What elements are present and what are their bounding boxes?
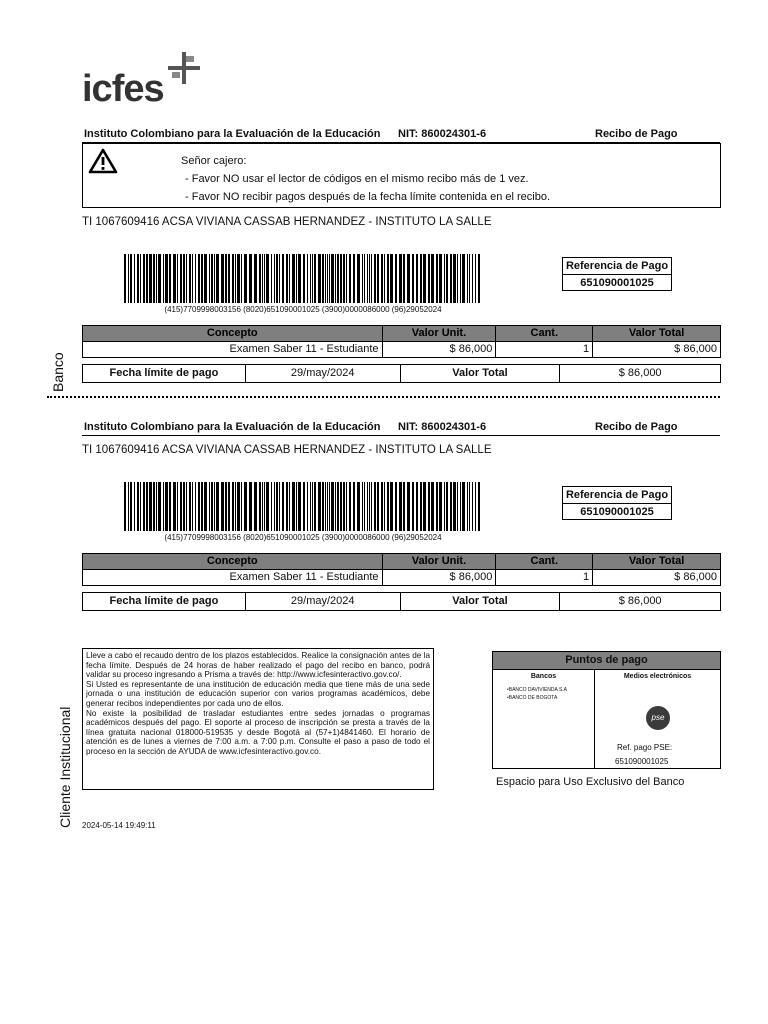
barcode-bar [469,254,470,303]
barcode-bar [274,482,275,531]
barcode-bar [177,482,178,531]
barcode-bar [216,254,219,303]
barcode-bar [214,482,215,531]
barcode-bar [349,254,351,303]
barcode-bar [322,254,324,303]
barcode-bar [403,482,405,531]
total-label: Valor Total [400,593,560,611]
barcode-bar [201,482,203,531]
barcode-bar [158,482,161,531]
barcode-bar [467,482,468,531]
deadline-value: 29/may/2024 [245,593,400,611]
barcode-bar [186,254,187,303]
barcode-bar [282,482,284,531]
barcode-bar [369,482,370,531]
barcode-bar [460,482,461,531]
payment-points-title: Puntos de pago [493,652,720,670]
barcode-bar [478,254,480,303]
barcode-bar [232,482,234,531]
barcode-bar [140,482,141,531]
barcode-bar [156,254,157,303]
barcode-bar [204,254,207,303]
barcode-bar [428,482,430,531]
cut-line [47,396,720,398]
barcode-bar [325,254,326,303]
bank-side-label: Banco [50,352,66,392]
barcode-bar [186,482,187,531]
barcode-bar [173,482,176,531]
barcode-bar [374,254,376,303]
reference-label: Referencia de Pago [563,487,671,504]
barcode-bar [180,482,182,531]
col-valor-unit: Valor Unit. [382,326,496,342]
warning-line: - Favor NO recibir pagos después de la fecha límite contenida en el recibo. [185,191,551,203]
barcode-bar [241,482,242,531]
barcode-bar [140,254,141,303]
barcode-bar [271,482,272,531]
barcode-bar [296,254,297,303]
barcode-bar [369,254,370,303]
barcode-bar [314,254,316,303]
note-paragraph: Si Usted es representante de una institución de educación media que tiene más de una sede jornada o una institución de educación superior con varios programas académicos, debe generar recibos independientes por cada uno de ellos. [86,679,430,708]
barcode-bar [322,482,324,531]
barcode [124,482,482,531]
barcode-bar [225,482,227,531]
barcode-bar [201,254,203,303]
barcode-bar [124,482,126,531]
barcode-bar [198,482,200,531]
barcode-bar [254,482,257,531]
barcode-bar [169,482,171,531]
barcode-bar [192,482,193,531]
table-row [83,570,721,586]
barcode-bar [128,254,129,303]
barcode-bar [462,482,465,531]
barcode-bar [371,254,372,303]
concept-table [82,325,721,358]
barcode-bar [276,482,278,531]
cell-valor-unit: $ 86,000 [382,342,496,358]
barcode-bar [469,482,470,531]
barcode-bar [198,254,200,303]
barcode-bar [189,482,191,531]
note-paragraph: Lleve a cabo el recaudo dentro de los plazos establecidos. Realice la consignación antes de la fecha límite. Después de 24 horas de haber realizado el pago del recibo en banco, podrá validar su proceso ingresando a Prisma a través de: http://www.icfesinteractivo.gov.co/. [86,651,430,680]
barcode-bar [292,482,295,531]
barcode-bar [211,482,213,531]
barcode-bar [423,482,426,531]
barcode-bar [211,254,213,303]
barcode-bar [329,482,330,531]
barcode-bar [266,254,269,303]
deadline-row [83,365,721,383]
barcode-bar [420,254,422,303]
barcode-bar [399,482,402,531]
barcode-bar [381,254,383,303]
barcode-bar [244,254,247,303]
barcode-bar [412,482,414,531]
barcode-bar [134,254,135,303]
barcode-bar [357,254,360,303]
deadline-table [82,592,721,611]
barcode-bar [343,482,345,531]
barcode-bar [431,254,434,303]
barcode-bar [303,482,305,531]
barcode-bar [209,254,210,303]
student-line: TI 1067609416 ACSA VIVIANA CASSAB HERNANDEZ - INSTITUTO LA SALLE [82,216,492,228]
barcode-bar [180,254,182,303]
note-paragraph: No existe la posibilidad de trasladar estudiantes entre sedes jornadas o programas académicos después del pago. El soporte al proceso de inscripción se presta a través de la línea gratuita nacional 018000-519535 y desde Bogotá al (57+1)4841460. El horario de atención es de lunes a viernes de 7:00 a.m. a 7:00 p.m. Consulte el paso a paso de todo el proceso en la sección de AYUDA de www.icfesinteractivo.gov.co. [86,708,430,756]
barcode-bar [221,482,224,531]
barcode-bar [395,254,397,303]
barcode-bar [446,482,448,531]
barcode-bar [457,254,458,303]
col-valor-unit: Valor Unit. [382,554,496,570]
barcode-bar [387,254,389,303]
barcode-bar [377,482,379,531]
barcode-bar [289,254,290,303]
payment-points-box [492,651,721,769]
barcode-bar [387,482,389,531]
barcode-bar [310,482,311,531]
barcode-bar [124,254,126,303]
barcode-bar [163,482,164,531]
barcode-bar [266,482,269,531]
barcode-bar [241,254,242,303]
barcode-bar [439,482,442,531]
concept-table [82,553,721,586]
barcode-bar [472,482,473,531]
barcode-bar [395,482,397,531]
barcode-bar [407,482,410,531]
barcode-bar [225,254,227,303]
payment-reference-box [562,257,672,291]
barcode-bar [249,254,252,303]
barcode-bar [274,254,275,303]
barcode-bar [271,254,272,303]
barcode-bar [349,482,351,531]
barcode-bar [314,482,316,531]
institute-name: Instituto Colombiano para la Evaluación de la Educación [84,128,381,140]
barcode-bar [228,254,230,303]
barcode-bar [444,254,445,303]
cell-concepto: Examen Saber 11 - Estudiante [83,342,383,358]
receipt-type: Recibo de Pago [595,128,678,140]
barcode-bar [412,254,414,303]
barcode-bar [286,254,288,303]
cell-cant: 1 [496,342,593,358]
barcode-bar [416,254,418,303]
barcode-bar [298,254,301,303]
col-cant: Cant. [496,554,593,570]
barcode-text: (415)7709998003156 (8020)651090001025 (3900)0000086000 (96)29052024 [164,305,442,314]
barcode-bar [450,482,452,531]
pse-icon: pse [646,706,670,730]
cell-concepto: Examen Saber 11 - Estudiante [83,570,383,586]
barcode-bar [467,254,468,303]
barcode-bar [262,254,263,303]
barcode-bar [318,482,321,531]
deadline-label: Fecha límite de pago [83,593,246,611]
barcode-bar [235,482,236,531]
barcode-bar [163,254,164,303]
cashier-warning-box [82,143,721,208]
cell-valor-total: $ 86,000 [593,570,721,586]
barcode-bar [259,254,261,303]
client-side-label: Cliente Institucional [57,706,73,828]
bank-item: •BANCO DAVIVIENDA S.A [507,687,568,693]
barcode-bar [244,482,247,531]
barcode-bar [296,482,297,531]
student-line: TI 1067609416 ACSA VIVIANA CASSAB HERNANDEZ - INSTITUTO LA SALLE [82,444,492,456]
table-row [83,342,721,358]
deadline-label: Fecha límite de pago [83,365,246,383]
barcode-bar [173,254,176,303]
barcode-bar [364,254,365,303]
barcode-bar [128,482,129,531]
barcode-bar [130,254,132,303]
barcode-bar [340,254,342,303]
barcode-bar [462,254,465,303]
barcode-bar [364,482,365,531]
barcode-bar [232,254,234,303]
cell-valor-unit: $ 86,000 [382,570,496,586]
barcode-bar [292,254,295,303]
barcode-bar [235,254,236,303]
barcode-bar [374,482,376,531]
barcode-bar [399,254,402,303]
barcode-bar [137,254,139,303]
barcode-text: (415)7709998003156 (8020)651090001025 (3900)0000086000 (96)29052024 [164,533,442,542]
barcode-bar [362,482,363,531]
barcode-bar [279,254,280,303]
cell-valor-total: $ 86,000 [593,342,721,358]
total-value: $ 86,000 [560,593,721,611]
barcode-bar [329,254,330,303]
instructions-notes [82,648,434,790]
col-cant: Cant. [496,326,593,342]
barcode-bar [195,254,196,303]
barcode-bar [371,482,372,531]
barcode-bar [472,254,473,303]
barcode-bar [357,482,360,531]
barcode-bar [460,254,461,303]
barcode-bar [444,482,445,531]
barcode-bar [289,482,290,531]
barcode-bar [149,482,152,531]
total-value: $ 86,000 [560,365,721,383]
electronic-label: Medios electrónicos [623,673,692,680]
reference-label: Referencia de Pago [563,258,671,275]
icfes-logo [82,50,202,110]
table-header-row [83,326,721,342]
barcode-bar [318,254,321,303]
logo-cross-icon [166,50,202,86]
barcode-bar [340,482,342,531]
barcode-bar [146,482,148,531]
barcode-bar [209,482,210,531]
barcode-bar [228,482,230,531]
barcode-bar [453,482,456,531]
barcode-bar [478,482,480,531]
barcode-bar [436,254,438,303]
reference-value: 651090001025 [580,277,654,289]
barcode-bar [353,254,355,303]
institute-name: Instituto Colombiano para la Evaluación de la Educación [84,421,381,433]
warning-title: Señor cajero: [181,155,247,167]
barcode-bar [237,254,240,303]
barcode-bar [221,254,224,303]
barcode-bar [327,482,328,531]
barcode-bar [337,482,339,531]
barcode-bar [143,254,145,303]
barcode-bar [214,254,215,303]
pse-ref-value: 651090001025 [615,757,669,766]
barcode-bar [279,482,280,531]
barcode-bar [312,482,313,531]
deadline-table [82,364,721,383]
barcode-bar [325,482,326,531]
barcode-bar [146,254,148,303]
barcode-bar [367,482,368,531]
barcode-bar [264,482,265,531]
deadline-row [83,593,721,611]
col-concepto: Concepto [83,326,383,342]
barcode-bar [183,482,185,531]
barcode-bar [431,482,434,531]
barcode-bar [381,482,383,531]
barcode [124,254,482,303]
banks-label: Bancos [530,673,557,680]
barcode-bar [346,482,347,531]
barcode-bar [312,254,313,303]
barcode-bar [158,254,161,303]
barcode-bar [436,482,438,531]
barcode-bar [390,254,393,303]
electronic-column [595,670,720,768]
barcode-bar [259,482,261,531]
barcode-bar [335,254,336,303]
barcode-bar [143,482,145,531]
pse-ref-label: Ref. pago PSE: [617,743,673,752]
barcode-bar [475,482,476,531]
barcode-bar [407,254,410,303]
timestamp: 2024-05-14 19:49:11 [82,821,156,830]
header-rule [82,435,720,436]
receipt-type: Recibo de Pago [595,421,678,433]
barcode-bar [307,482,308,531]
barcode-bar [416,482,418,531]
barcode-bar [195,482,196,531]
barcode-bar [254,254,257,303]
barcode-bar [384,254,385,303]
barcode-bar [450,254,452,303]
barcode-bar [307,254,308,303]
banks-column [493,670,595,768]
barcode-bar [130,482,132,531]
barcode-bar [153,482,155,531]
barcode-bar [428,254,430,303]
barcode-bar [216,482,219,531]
warning-line: - Favor NO usar el lector de códigos en el mismo recibo más de 1 vez. [185,173,529,185]
barcode-bar [377,254,379,303]
bank-use-label: Espacio para Uso Exclusivo del Banco [496,776,685,788]
barcode-bar [156,482,157,531]
barcode-bar [367,254,368,303]
barcode-bar [403,254,405,303]
barcode-bar [475,254,476,303]
barcode-bar [165,254,168,303]
barcode-bar [331,482,334,531]
barcode-bar [331,254,334,303]
col-valor-total: Valor Total [593,554,721,570]
barcode-bar [286,482,288,531]
barcode-bar [204,482,207,531]
barcode-bar [237,482,240,531]
barcode-bar [192,254,193,303]
barcode-bar [390,482,393,531]
reference-value: 651090001025 [580,506,654,518]
cell-cant: 1 [496,570,593,586]
barcode-bar [183,254,185,303]
barcode-bar [249,482,252,531]
deadline-value: 29/may/2024 [245,365,400,383]
barcode-bar [276,254,278,303]
barcode-bar [343,254,345,303]
payment-reference-box [562,486,672,520]
col-valor-total: Valor Total [593,326,721,342]
barcode-bar [384,482,385,531]
nit: NIT: 860024301-6 [398,421,487,433]
barcode-bar [153,254,155,303]
barcode-bar [335,482,336,531]
barcode-bar [282,254,284,303]
barcode-bar [439,254,442,303]
barcode-bar [149,254,152,303]
bank-item: •BANCO DE BOGOTA [507,695,558,701]
barcode-bar [346,254,347,303]
total-label: Valor Total [400,365,560,383]
barcode-bar [189,254,191,303]
barcode-bar [457,482,458,531]
barcode-bar [298,482,301,531]
barcode-bar [303,254,305,303]
barcode-bar [337,254,339,303]
barcode-bar [134,482,135,531]
table-header-row [83,554,721,570]
logo-text: icfes [82,68,164,110]
barcode-bar [262,482,263,531]
nit: NIT: 860024301-6 [398,128,487,140]
barcode-bar [177,254,178,303]
barcode-bar [327,254,328,303]
barcode-bar [353,482,355,531]
barcode-bar [169,254,171,303]
barcode-bar [165,482,168,531]
barcode-bar [264,254,265,303]
warning-icon [88,148,118,174]
barcode-bar [453,254,456,303]
barcode-bar [420,482,422,531]
barcode-bar [137,482,139,531]
barcode-bar [446,254,448,303]
barcode-bar [423,254,426,303]
barcode-bar [310,254,311,303]
col-concepto: Concepto [83,554,383,570]
barcode-bar [362,254,363,303]
